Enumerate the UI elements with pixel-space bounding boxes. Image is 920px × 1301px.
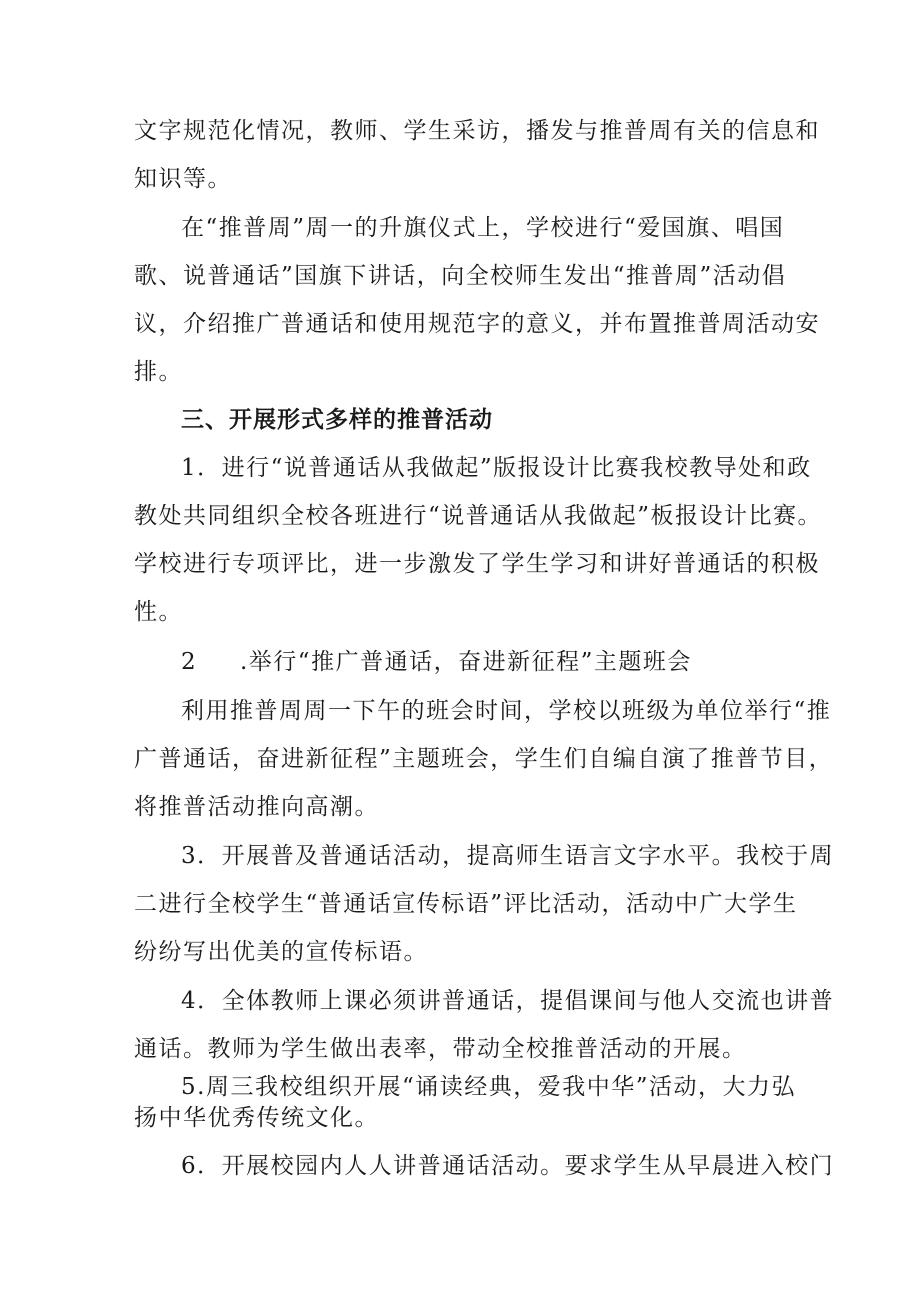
text-line: 议，介绍推广普通话和使用规范字的意义，并布置推普周活动安 <box>134 311 820 337</box>
item-title: .举行“推广普通话，奋进新征程”主题班会 <box>240 649 692 675</box>
text-line: 1．进行“说普通话从我做起”版报设计比赛我校教导处和政 <box>181 455 812 481</box>
item-number: 2 <box>181 649 198 675</box>
text-line: 5.周三我校组织开展“诵读经典，爱我中华”活动，大力弘 <box>181 1074 796 1100</box>
text-line: 4．全体教师上课必须讲普通话，提倡课间与他人交流也讲普 <box>181 988 835 1014</box>
text-line: 教处共同组织全校各班进行“说普通话从我做起”板报设计比赛。 <box>134 503 823 529</box>
text-line: 排。 <box>134 359 183 385</box>
text-line: 纷纷写出优美的宣传标语。 <box>134 939 428 965</box>
text-line: 文字规范化情况，教师、学生采访，播发与推普周有关的信息和 <box>134 118 820 144</box>
text-line: 6．开展校园内人人讲普通话活动。要求学生从早晨进入校门 <box>181 1153 835 1179</box>
text-line: 知识等。 <box>134 166 232 192</box>
text-line: 利用推普周周一下午的班会时间，学校以班级为单位举行“推 <box>181 698 832 724</box>
text-line: 广普通话，奋进新征程”主题班会，学生们自编自演了推普节目， <box>134 746 834 772</box>
text-line: 学校进行专项评比，进一步激发了学生学习和讲好普通话的积极 <box>134 551 820 577</box>
text-line: 在“推普周”周一的升旗仪式上，学校进行“爱国旗、唱国 <box>181 215 785 241</box>
text-line: 二进行全校学生“普通话宣传标语”评比活动，活动中广大学生 <box>134 891 798 917</box>
text-line: 3．开展普及普通话活动，提高师生语言文字水平。我校于周 <box>181 843 835 869</box>
section-heading: 三、开展形式多样的推普活动 <box>181 407 493 433</box>
text-line: 通话。教师为学生做出表率，带动全校推普活动的开展。 <box>134 1036 747 1062</box>
text-line: 歌、说普通话”国旗下讲话，向全校师生发出“推普周”活动倡 <box>134 263 787 289</box>
text-line: 将推普活动推向高潮。 <box>134 794 379 820</box>
text-line: 扬中华优秀传统文化。 <box>134 1105 379 1131</box>
text-line: 性。 <box>134 599 183 625</box>
